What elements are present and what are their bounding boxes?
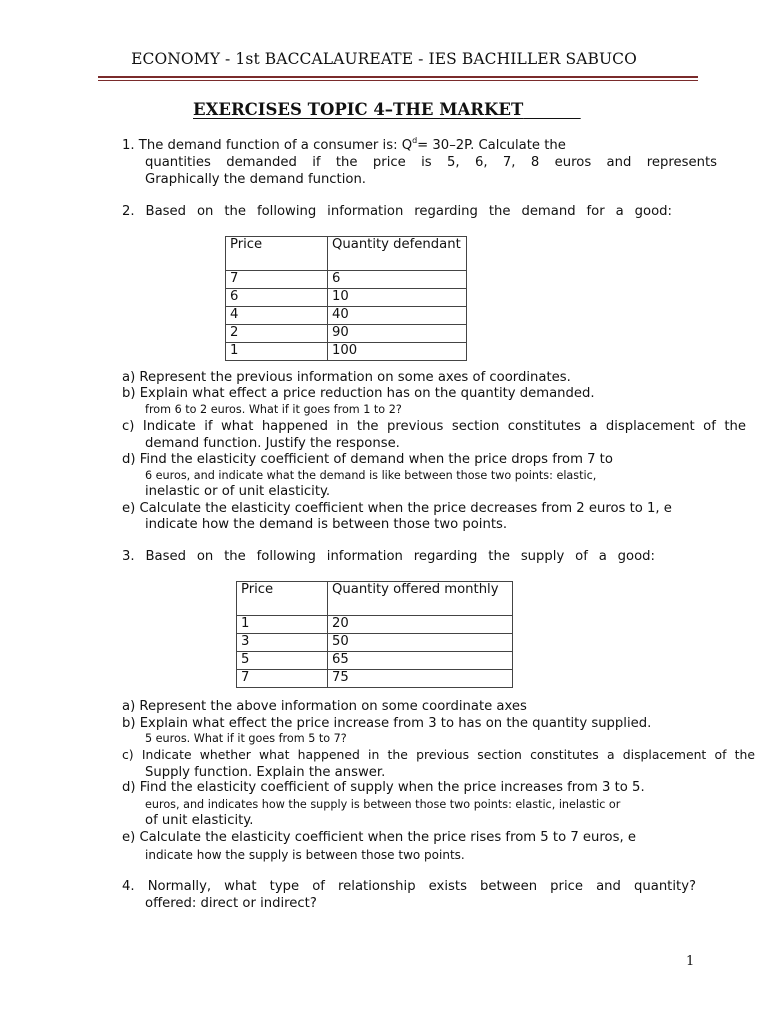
q3-d-line-2: euros, and indicates how the supply is between those two points: elastic, inelastic or (145, 798, 621, 811)
header-rule-top (98, 76, 698, 78)
q3-c-line-2: Supply function. Explain the answer. (145, 765, 386, 780)
table-row (226, 343, 467, 361)
table-row (226, 237, 467, 271)
q4-line-2: offered: direct or indirect? (145, 896, 317, 911)
header-title: ECONOMY - 1st BACCALAUREATE - IES BACHILLER SABUCO (131, 50, 637, 68)
table-cell: 2 (226, 325, 328, 343)
table-header-cell: Quantity offered monthly (328, 582, 513, 616)
table-cell: 90 (328, 325, 467, 343)
table-header-cell: Price (226, 237, 328, 271)
table-cell: 10 (328, 289, 467, 307)
table-cell: 1 (226, 343, 328, 361)
table-cell: 7 (237, 670, 328, 688)
q3-e-line-1: e) Calculate the elasticity coefficient when the price rises from 5 to 7 euros, e (122, 830, 636, 845)
q2-e-line-1: e) Calculate the elasticity coefficient when the price decreases from 2 euros to 1, e (122, 501, 672, 516)
table-cell: 7 (226, 271, 328, 289)
document-title-underline-tail (523, 100, 580, 119)
supply-table (236, 581, 513, 688)
table-header-cell: Price (237, 582, 328, 616)
table-row (226, 271, 467, 289)
table-cell: 3 (237, 634, 328, 652)
header-rule-bottom (98, 80, 698, 81)
q3-b-line-2: 5 euros. What if it goes from 5 to 7? (145, 732, 347, 745)
table-cell: 6 (328, 271, 467, 289)
q2-intro: 2. Based on the following information regarding the demand for a good: (122, 204, 672, 219)
table-cell: 6 (226, 289, 328, 307)
q2-b-line-1: b) Explain what effect a price reduction has on the quantity demanded. (122, 386, 595, 401)
table-cell: 1 (237, 616, 328, 634)
q2-c-line-1: c) Indicate if what happened in the previous section constitutes a displacement of the (122, 419, 746, 434)
q1-line-2: quantities demanded if the price is 5, 6, 7, 8 euros and represents (145, 155, 717, 170)
table-row (226, 289, 467, 307)
q2-d-line-2: 6 euros, and indicate what the demand is like between those two points: elastic, (145, 469, 597, 482)
table-cell: 40 (328, 307, 467, 325)
q2-d-line-3: inelastic or of unit elasticity. (145, 484, 331, 499)
table-row (226, 325, 467, 343)
table-row (237, 652, 513, 670)
table-cell: 4 (226, 307, 328, 325)
q3-d-line-1: d) Find the elasticity coefficient of supply when the price increases from 3 to 5. (122, 780, 645, 795)
q4-line-1: 4. Normally, what type of relationship exists between price and quantity? (122, 879, 696, 894)
table-cell: 50 (328, 634, 513, 652)
q1-line-1-pre: 1. The demand function of a consumer is: Q (122, 138, 413, 153)
table-header-cell: Quantity defendant (328, 237, 467, 271)
table-row (237, 634, 513, 652)
q2-e-line-2: indicate how the demand is between those two points. (145, 517, 508, 532)
q2-c-line-2: demand function. Justify the response. (145, 436, 400, 451)
table-row (237, 616, 513, 634)
q3-d-line-3: of unit elasticity. (145, 813, 254, 828)
table-cell: 75 (328, 670, 513, 688)
table-row (226, 307, 467, 325)
q1-line-1-post: = 30–2P. Calculate the (417, 138, 566, 153)
table-cell: 100 (328, 343, 467, 361)
table-row (237, 670, 513, 688)
q2-d-line-1: d) Find the elasticity coefficient of demand when the price drops from 7 to (122, 452, 613, 467)
q2-a: a) Represent the previous information on some axes of coordinates. (122, 370, 571, 385)
demand-table (225, 236, 467, 361)
table-cell: 20 (328, 616, 513, 634)
table-cell: 65 (328, 652, 513, 670)
q3-e-line-2: indicate how the supply is between those two points. (145, 848, 465, 862)
document-title-text: EXERCISES TOPIC 4–THE MARKET (193, 100, 524, 119)
document-title (193, 100, 581, 119)
q1-line-3: Graphically the demand function. (145, 172, 367, 187)
q3-intro: 3. Based on the following information regarding the supply of a good: (122, 549, 655, 564)
q3-b-line-1: b) Explain what effect the price increase from 3 to has on the quantity supplied. (122, 716, 652, 731)
table-row (237, 582, 513, 616)
q2-b-line-2: from 6 to 2 euros. What if it goes from 1 to 2? (145, 403, 402, 416)
q1-superscript: d (412, 136, 418, 145)
page-number: 1 (686, 954, 695, 969)
table-cell: 5 (237, 652, 328, 670)
q3-a: a) Represent the above information on some coordinate axes (122, 699, 527, 714)
q1-line-1 (122, 138, 566, 154)
q3-c-line-1: c) Indicate whether what happened in the previous section constitutes a displacement of the (122, 747, 755, 762)
